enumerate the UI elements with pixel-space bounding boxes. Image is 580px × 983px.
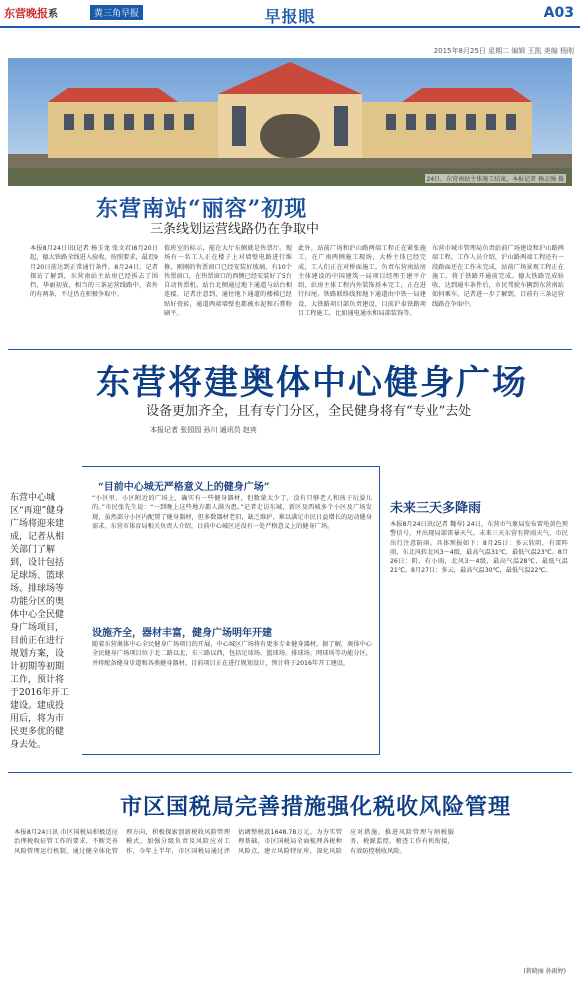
station-illustration [8,58,572,186]
story3-credit: (蒋晓丽 孙雨婷) [523,968,566,975]
brand-name: 东营晚报 [4,7,48,20]
weather-title: 未来三天多降雨 [390,501,482,516]
story2-subtitle: 设备更加齐全，且有专门分区，全民健身将有“专业”去处 [146,404,472,419]
story1-column-4: 东营市城市管理局负责站前广场建设和沪山路两端工程，工作人员介绍，沪山路两端工程还有一段路面还在工作未完成，站前广场景观工程正在施工，将于铁路开通前完成。德大铁路完成验收、达到通车条件后，市民驾驶车辆到东营南站如何乘车，记者进一步了解到，目前有三条运营线路在争取中。 [432,245,564,308]
story2-title: 东营将建奥体中心健身广场 [96,363,528,403]
story1-title: 东营南站“丽容”初现 [96,196,308,222]
edition-tag: 黄三角早报 [90,5,143,20]
divider [8,349,572,350]
page-number: A03 [543,5,574,21]
story2-section2-text: 随着东营奥体中心全民健身广场项目的开展，中心城区广场将有更多专业健身器材。据了解，奥体中心全民健身广场项目位于北二路以北，东三路以西，包括足球场、篮球场、排球场、网球场等功能分区，并将配备健身步道和各类健身器材。目前项目正在进行规划设计，预计将于2016年开工建设。 [92,641,372,667]
story2-section1-heading: “目前中心城无严格意义上的健身广场” [98,482,270,493]
story3-title: 市区国税局完善措施强化税收风险管理 [120,794,512,820]
story2-sidebar: 东营中心城区“再迎”健身广场将迎来建成，记者从相关部门了解到，设计包括足球场、篮球场、排球场等功能分区的奥体中心全民健身广场项目，目前正在进行规划方案，设计初期等初期工作，预计将于2016年开工建设。建成投用后，将为市民更多优的健身去处。 [10,493,69,750]
section-title: 早报眼 [264,7,316,26]
story1-column-3: 此外，站前广场和沪山路两端工程正在紧张施工，在广南两侧施工现场，大桥主体已经完成，工人们正在对桥面施工。负责东营南站房主体建设的中国建筑一局项目经理王建平介绍，站房主体工程内外装饰基本完工，正在进行扫尾。铁路联络线和地下通道由中铁一局建设，大铁路项目部负责建设，目前沪泰铁路项目工程施工，比如通电通水和局部装饰等。 [298,245,426,318]
story1-column-1: 本报8月24日讯(记者 杨玉龙 张文君)8月20日起，德大铁路全线进入验收，按照要求，最迟9月20日前达到正常通行条件。8月24日，记者探访了解到，东营南站主站房已经拆去了围挡，华丽初放，相当的三条运营线路中，省外的有两条，不过仍在积极争取中。 [30,245,158,299]
issue-meta: 2015年8月25日 星期二 编辑 王凯 美编 杨刚 [433,47,574,55]
story2-section1-text: “小区里、小区附近的广场上，确实有一些健身器材，但数量太少了，没有只够老人和孩子玩耍儿的。”市民张先生说：“一到晚上这些地方都人满为患。”记者走访东城，新区及西城多个小区及广场发现，虽然部分小区内配置了健身器材，但多数器材老旧，缺乏维护，难以满足市民日益增长的运动健身需求。东营市体育局相关负责人介绍，目前中心城区还没有一处严格意义上的健身广场。 [92,495,372,530]
story1-subtitle: 三条线划运营线路仍在争取中 [150,222,320,237]
brand-sub: 系 [48,9,58,20]
story3-text: 本报8月24日讯 市区国税局积极适应治理税收征管工作的要求，不断完善风险管理运行机制，通过健全体化管理方向，积极探索创新税收风险管理模式，加强分级负责及风险应对工作，今年上半年，市区国税局通过评估调整税款1648.78万元。为夯实管理基础，市区国税局全面梳理各税种风险点，建立风险特征库，深化风险应对措施，推进风险管理与纳税服务、税源监控、稽查工作有机衔接，有效防控税收风险。 [14,829,454,855]
story2-section2-heading: 设施齐全，器材丰富，健身广场明年开建 [92,628,272,639]
divider [8,772,572,773]
page-header [0,0,580,28]
station-photo [8,58,572,186]
story2-byline: 本报记者 张园园 孙川 通讯员 赵宾 [150,426,257,434]
weather-text: 本报8月24日讯(记者 魏寿) 24日，东营市气象局发布雷电黄色预警信号，并出现局部雷暴天气。未来三天东营有降雨天气，市民出行注意防雨。具体预报如下：8月25日：多云转阴，有雷阵雨，东北风转北风3～4级，最高气温31℃，最低气温23℃。8月26日：阴，有小雨，北风3～4级，最高气温28℃，最低气温21℃。8月27日：多云，最高气温30℃，最低气温22℃。 [390,521,568,575]
story1-column-2: 值班室的标示，能在大厅东侧就是售票厅。现场有一名工人正在楼子上对墙壁电路进行维修，刚刚的售票窗口已经安装好玻璃，有10个售票窗口，在售票窗口的西侧已经安装好了5台自动售票机。站台北侧通过地下通道与站台相连接，记者注意到，通往地下通道的楼梯已经贴好瓷砖，通道两端墙壁也都被水泥和石膏粉刷平。 [164,245,292,318]
photo-caption: 24日，东营南站主体施工结束。本报记者 杨志强 摄 [426,176,564,183]
